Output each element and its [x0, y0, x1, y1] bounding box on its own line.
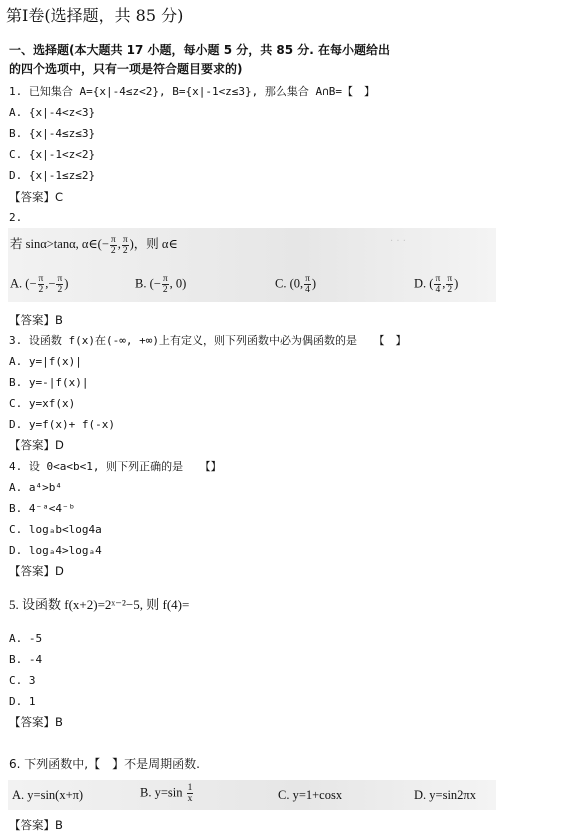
q5-option-b: B. -4: [9, 653, 43, 666]
q5-option-d: D. 1: [9, 695, 36, 708]
q4-option-d: D. logₐ4>logₐ4: [9, 544, 102, 557]
exam-section-title: 第Ⅰ卷(选择题，共 85 分): [6, 6, 184, 25]
q2-option-d: D. ( $\frac{\pi}{4}$ , $\frac{\pi}{2}$ ): [414, 274, 459, 295]
q6-option-d: D. y=sin2πx: [414, 788, 476, 802]
q2-option-a: A. (− $\frac{\pi}{2}$ ,− $\frac{\pi}{2}$ ): [10, 274, 69, 295]
q3-stem: 3. 设函数 f(x)在(-∞, +∞)上有定义，则下列函数中必为偶函数的是 【 】: [9, 334, 407, 347]
q2-scan-ghost-text: · · ·: [390, 236, 406, 247]
q1-option-a: A. {x|-4<z<3}: [9, 106, 96, 119]
q2-frac-pi-over-2: $\frac{\pi}{2}$: [110, 234, 116, 256]
q6-option-c: C. y=1+cosx: [278, 788, 343, 802]
q2-number: 2.: [9, 211, 23, 224]
q6-answer: 【答案】B: [9, 818, 63, 832]
q2-stem-part-2: )，则 α∈: [129, 237, 178, 251]
q3-option-c: C. y=xf(x): [9, 397, 76, 410]
q2-stem-part-1: 若 sinα>tanα, α∈(−: [10, 237, 109, 251]
q4-option-a: A. a⁴>b⁴: [9, 481, 62, 494]
q1-option-c: C. {x|-1<z<2}: [9, 148, 96, 161]
q2-answer: 【答案】B: [9, 313, 63, 327]
q2-stem: 若 sinα>tanα, α∈(− $\frac{\pi}{2}$ , $\frac{\pi}{2}$ )，则 α∈: [10, 234, 178, 256]
q2-frac-pi-over-2b: $\frac{\pi}{2}$: [122, 234, 128, 256]
q1-option-b: B. {x|-4≤z≤3}: [9, 127, 96, 140]
q3-option-a: A. y=|f(x)|: [9, 355, 82, 368]
q5-stem: 5. 设函数 f(x+2)=2ˣ⁻²−5, 则 f(4)=: [9, 597, 190, 612]
q6-stem: 6. 下列函数中,【 】不是周期函数.: [9, 757, 200, 771]
instructions-line-2: 的四个选项中，只有一项是符合题目要求的): [9, 62, 243, 76]
q1-answer: 【答案】C: [9, 190, 64, 204]
q6-option-b: B. y=sin $\frac{1}{x}$: [140, 783, 193, 804]
q1-option-d: D. {x|-1≤z≤2}: [9, 169, 96, 182]
q4-option-c: C. logₐb<log4a: [9, 523, 102, 536]
q5-option-a: A. -5: [9, 632, 43, 645]
q2-option-b: B. (− $\frac{\pi}{2}$ , 0): [135, 274, 187, 295]
q3-answer: 【答案】D: [9, 438, 64, 452]
q6-option-a: A. y=sin(x+π): [12, 788, 84, 802]
q4-option-b: B. 4⁻ᵃ<4⁻ᵇ: [9, 502, 76, 515]
q4-answer: 【答案】D: [9, 564, 64, 578]
q1-stem: 1. 已知集合 A={x|-4≤z<2}, B={x|-1<z≤3}, 那么集合 A∩B=【 】: [9, 85, 376, 98]
q4-stem: 4. 设 0<a<b<1, 则下列正确的是 【】: [9, 460, 222, 473]
instructions-line-1: 一、选择题(本大题共 17 小题，每小题 5 分，共 85 分. 在每小题给出: [9, 43, 391, 57]
q5-option-c: C. 3: [9, 674, 36, 687]
q5-answer: 【答案】B: [9, 715, 63, 729]
q3-option-b: B. y=-|f(x)|: [9, 376, 89, 389]
q3-option-d: D. y=f(x)+ f(-x): [9, 418, 115, 431]
q2-option-c: C. (0, $\frac{\pi}{4}$ ): [275, 274, 317, 295]
